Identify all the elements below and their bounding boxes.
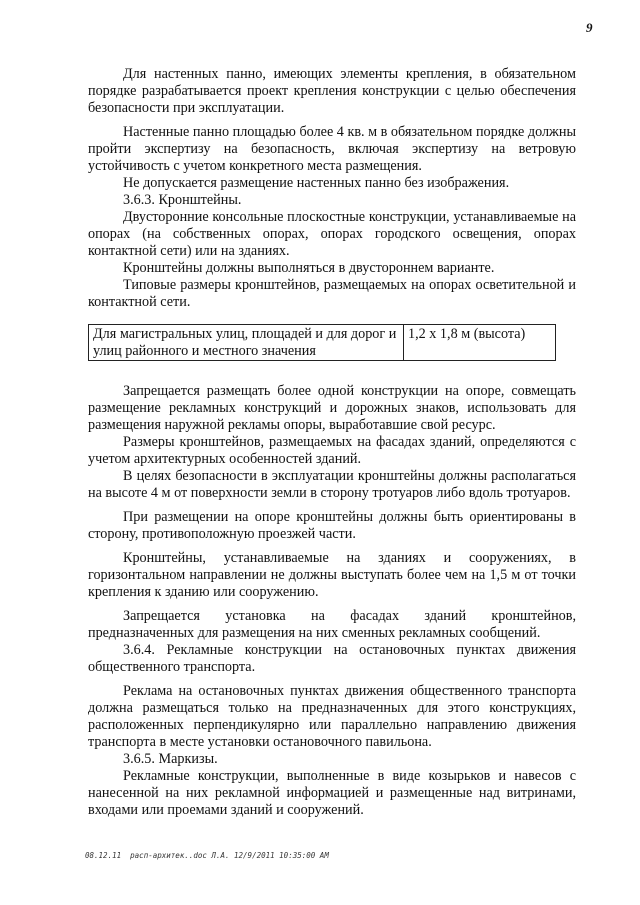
paragraph-facade-sizes: Размеры кронштейнов, размещаемых на фасадах зданий, определяются с учетом архитектурных особенностей зданий.	[88, 434, 576, 467]
page-number: 9	[586, 20, 593, 35]
table-cell-size: 1,2 х 1,8 м (высота)	[404, 325, 556, 361]
document-footer: 08.12.11 расп-архитек..doc Л.А. 12/9/2011 10:35:00 AM	[85, 851, 329, 860]
paragraph-brackets-definition: Двусторонние консольные плоскостные конструкции, устанавливаемые на опорах (на собственных опорах, опорах городского освещения, опорах контактной сети) или на зданиях.	[88, 209, 576, 259]
paragraph-panel-expertise: Настенные панно площадью более 4 кв. м в обязательном порядке должны пройти экспертизу на безопасность, включая экспертизу на ветровую устойчивость с учетом конкретного места размещения.	[88, 124, 576, 174]
table-cell-street-type: Для магистральных улиц, площадей и для дорог и улиц районного и местного значения	[89, 325, 404, 361]
paragraph-orientation: При размещении на опоре кронштейны должны быть ориентированы в сторону, противоположную проезжей части.	[88, 509, 576, 542]
document-body	[88, 66, 576, 819]
paragraph-awnings: Рекламные конструкции, выполненные в виде козырьков и навесов с нанесенной на них рекламной информацией и размещенные над витринами, входами или проемами зданий и сооружений.	[88, 768, 576, 818]
section-heading-awnings: 3.6.5. Маркизы.	[123, 751, 218, 767]
section-heading-brackets: 3.6.3. Кронштейны.	[123, 192, 242, 208]
paragraph-safety-height: В целях безопасности в эксплуатации кронштейны должны располагаться на высоте 4 м от поверхности земли в сторону тротуаров либо вдоль тротуаров.	[88, 468, 576, 501]
paragraph-facade-prohibition: Запрещается установка на фасадах зданий кронштейнов, предназначенных для размещения на них сменных рекламных сообщений.	[88, 608, 576, 641]
paragraph-panel-mounting: Для настенных панно, имеющих элементы крепления, в обязательном порядке разрабатывается проект крепления конструкции с целью обеспечения безопасности при эксплуатации.	[88, 66, 576, 116]
paragraph-brackets-sizes: Типовые размеры кронштейнов, размещаемых на опорах осветительной и контактной сети.	[88, 277, 576, 310]
bracket-sizes-table	[88, 324, 556, 361]
paragraph-transport-stops: Реклама на остановочных пунктах движения общественного транспорта должна размещаться только на предназначенных для этого конструкциях, расположенных перпендикулярно или параллельно направлению движения транспорта в месте установки остановочного павильона.	[88, 683, 576, 750]
paragraph-protrusion: Кронштейны, устанавливаемые на зданиях и сооружениях, в горизонтальном направлении не должны выступать более чем на 1,5 м от точки крепления к зданию или сооружению.	[88, 550, 576, 600]
section-heading-transport-stops: 3.6.4. Рекламные конструкции на остановочных пунктах движения общественного транспорта.	[88, 642, 576, 675]
paragraph-prohibition-multiple: Запрещается размещать более одной конструкции на опоре, совмещать размещение рекламных конструкций и дорожных знаков, использовать для размещения наружной рекламы опоры, выработавшие свой ресурс.	[88, 383, 576, 433]
paragraph-brackets-double-sided: Кронштейны должны выполняться в двустороннем варианте.	[123, 260, 495, 276]
paragraph-panel-no-image: Не допускается размещение настенных панно без изображения.	[123, 175, 510, 191]
table-row	[89, 325, 556, 361]
